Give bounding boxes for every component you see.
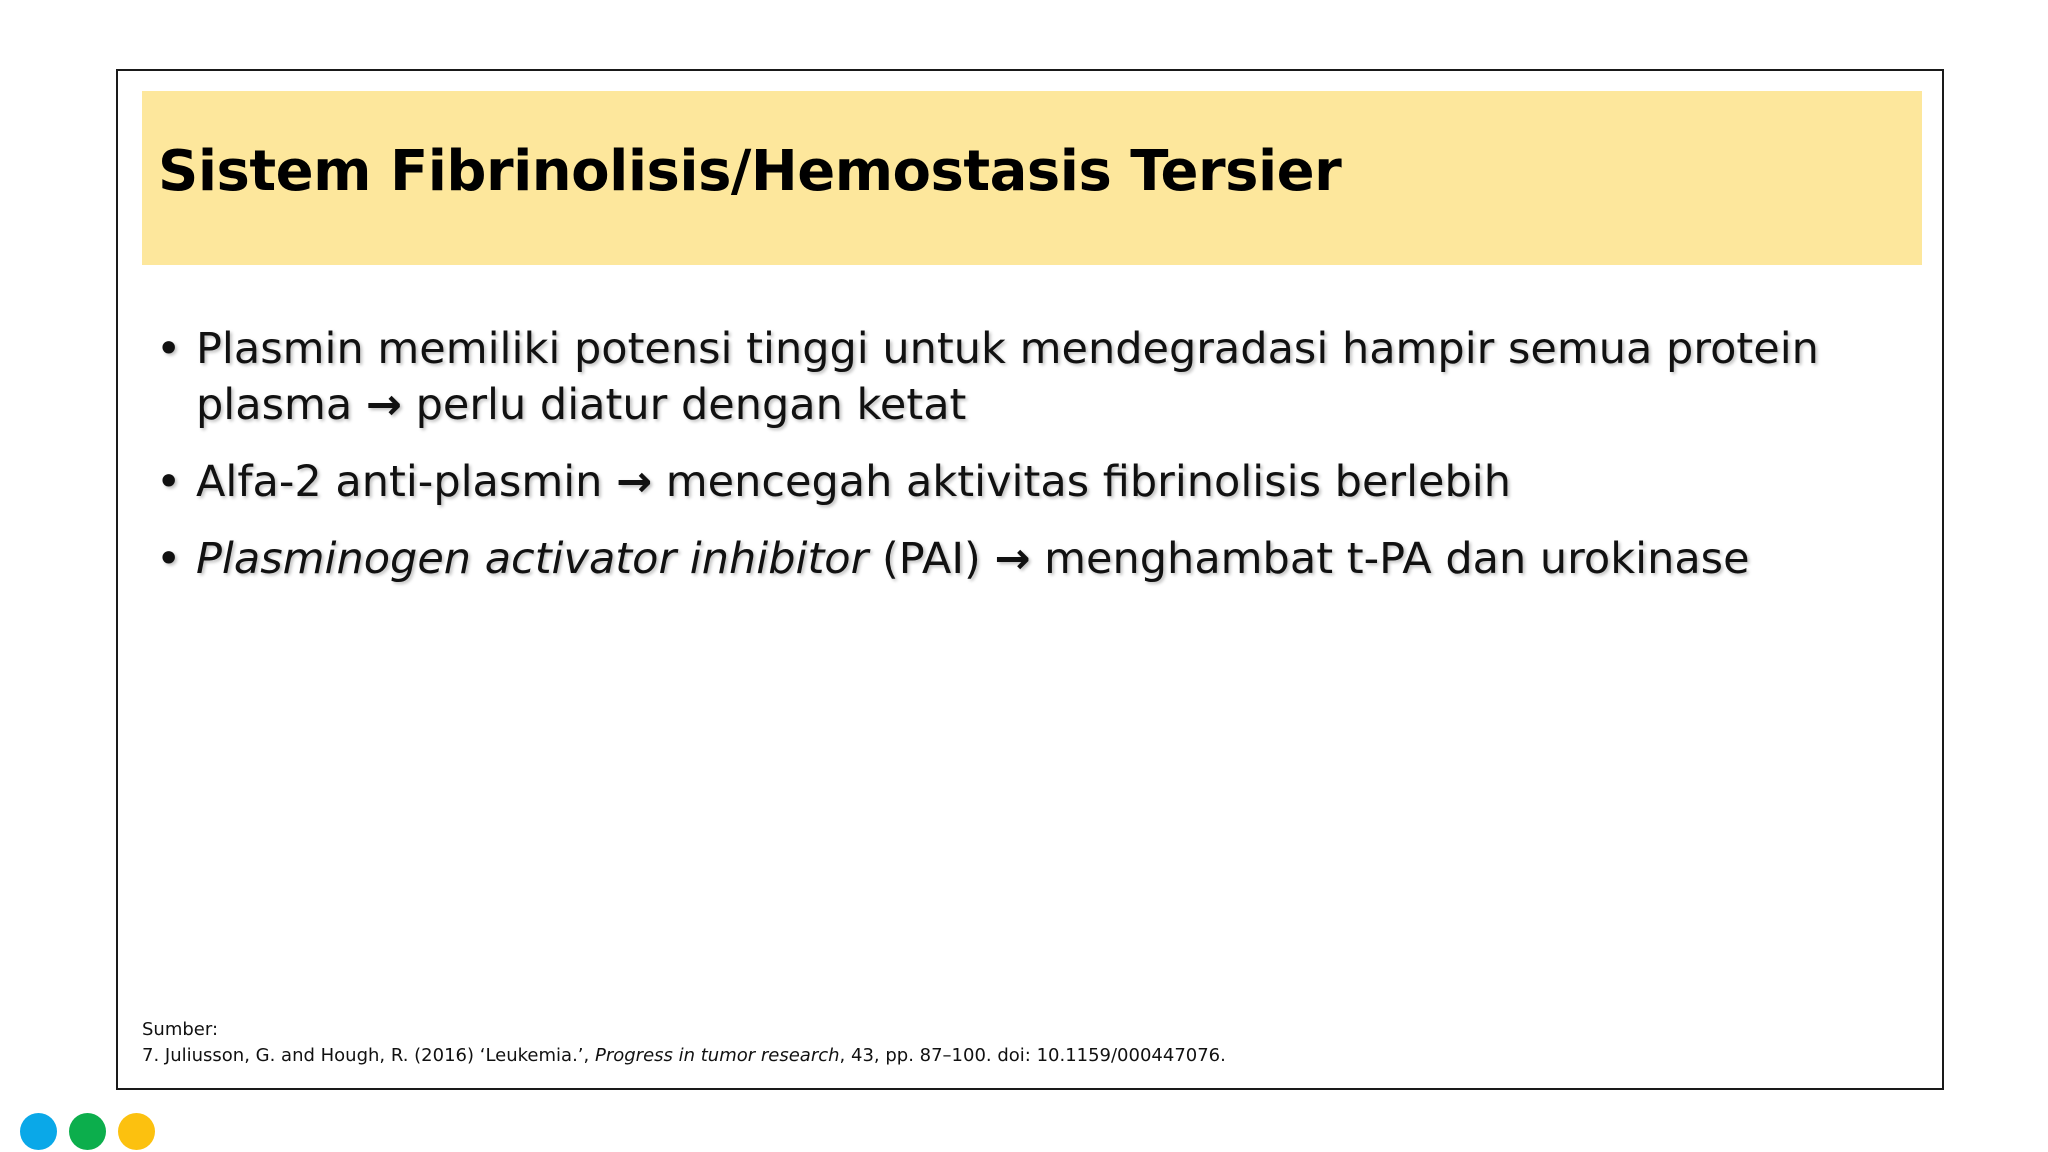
bullet-text: menghambat t-PA dan urokinase [1044,534,1750,584]
source-block [142,1017,1226,1069]
bullet-text: Plasmin memiliki potensi tinggi untuk mendegradasi hampir semua protein [196,324,1819,374]
bullet-dot: • [156,457,182,507]
bullet-text: perlu diatur dengan ketat [415,380,967,430]
source-citation [142,1043,1226,1069]
arrow-right-icon: → [365,380,402,430]
bullet-dot: • [156,324,182,374]
citation-journal: Progress in tumor research [594,1045,840,1066]
bullet-dot: • [156,534,182,584]
bullet-text: plasma [196,380,353,430]
arrow-right-icon: → [616,457,653,507]
blue-dot-icon [20,1113,57,1150]
yellow-dot-icon [118,1113,155,1150]
arrow-right-icon: → [994,534,1031,584]
slide-title: Sistem Fibrinolisis/Hemostasis Tersier [158,139,1342,204]
source-label: Sumber: [142,1019,219,1040]
slide-frame [116,69,1944,1090]
citation-text: , 43, pp. 87–100. doi: 10.1159/000447076. [839,1045,1226,1066]
citation-text: 7. Juliusson, G. and Hough, R. (2016) ‘Leukemia.’, [142,1045,595,1066]
bullet-text: Alfa-2 anti-plasmin [196,457,603,507]
bullet-text: (PAI) [868,534,981,584]
bullet-item-alfa2 [156,454,1916,510]
bullet-item-plasmin [156,321,1916,433]
bullet-text-italic: Plasminogen activator inhibitor [196,534,869,584]
bullet-list [156,321,1916,608]
decorative-dots [20,1113,155,1150]
bullet-text: mencegah aktivitas fibrinolisis berlebih [665,457,1511,507]
bullet-item-pai [156,531,1916,587]
title-bar [142,91,1922,265]
green-dot-icon [69,1113,106,1150]
